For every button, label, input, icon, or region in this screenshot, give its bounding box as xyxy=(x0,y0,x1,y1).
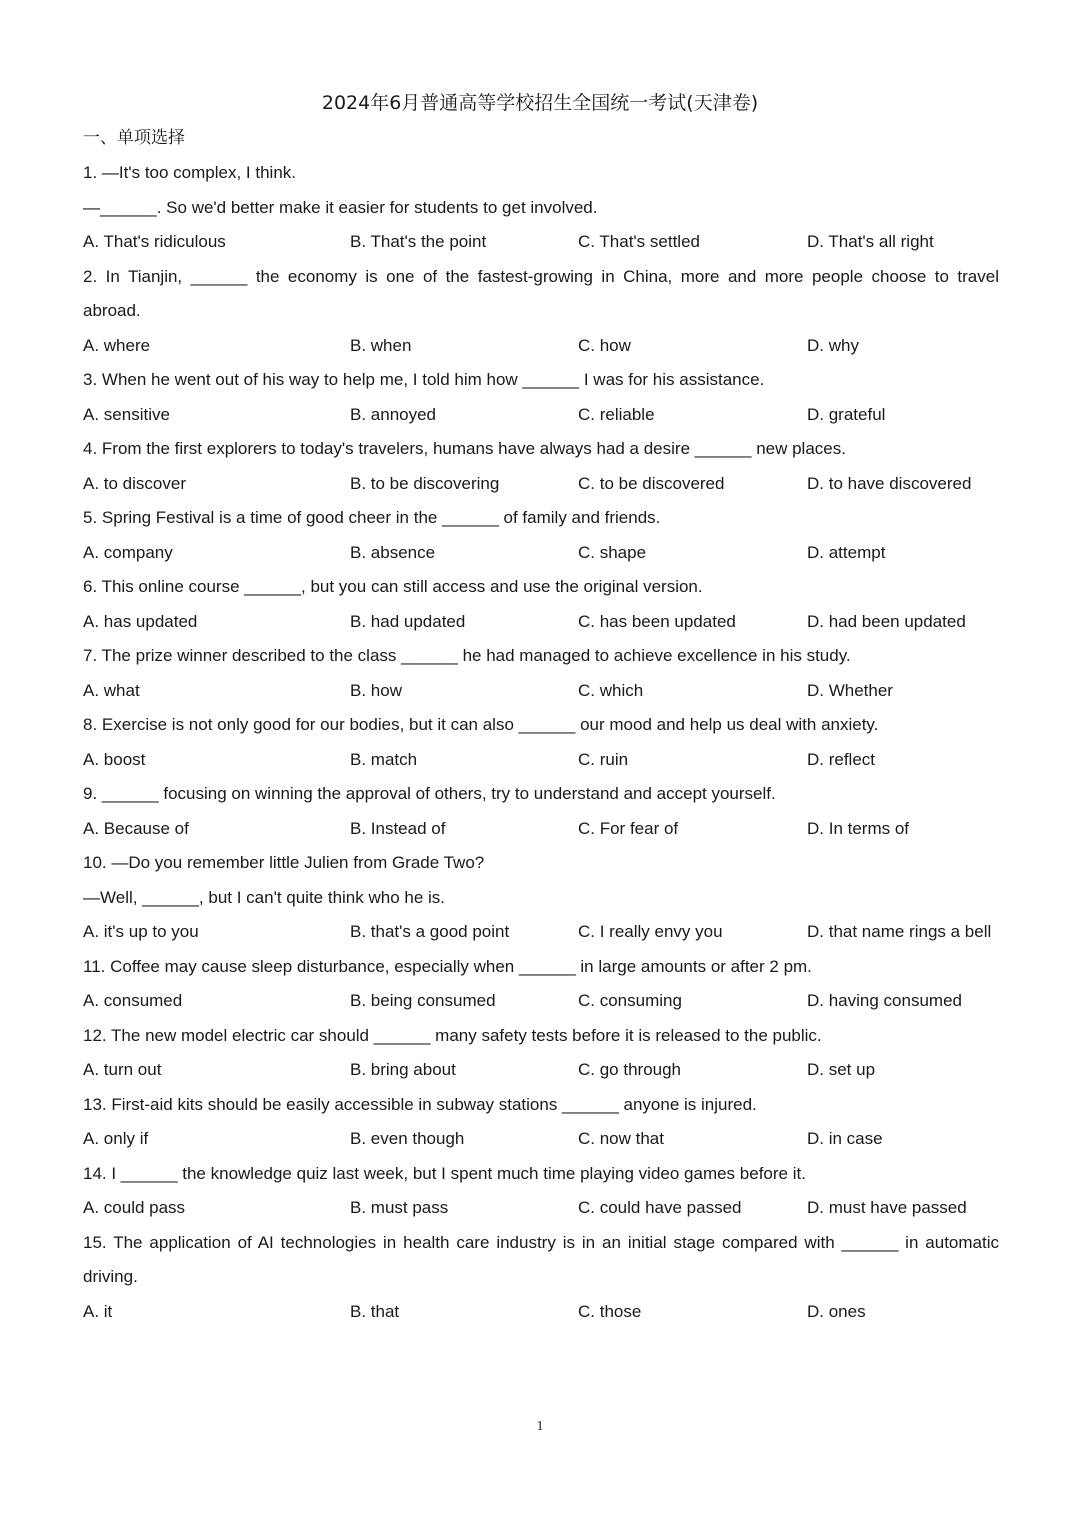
option-d: D. set up xyxy=(807,1060,876,1079)
option-a: A. consumed xyxy=(83,991,183,1010)
option-a: A. only if xyxy=(83,1129,149,1148)
option-b: B. absence xyxy=(350,542,436,562)
question-item xyxy=(83,363,999,432)
question-stem: 5. Spring Festival is a time of good cheer in the ______ of family and friends. xyxy=(83,508,661,527)
question-item xyxy=(83,432,999,501)
answer-options xyxy=(83,812,999,847)
option-b: B. to be discovering xyxy=(350,473,500,493)
option-a: A. boost xyxy=(83,749,146,769)
section-heading: 一、单项选择 xyxy=(83,128,185,148)
question-item xyxy=(83,846,999,950)
question-stem: 3. When he went out of his way to help me, I told him how ______ I was for his assistance. xyxy=(83,370,765,389)
option-c: C. those xyxy=(578,1301,642,1321)
option-b: B. That's the point xyxy=(350,232,487,251)
question-item xyxy=(83,777,999,846)
option-a: A. turn out xyxy=(83,1060,162,1079)
question-item xyxy=(83,1226,999,1330)
answer-options xyxy=(83,1053,999,1088)
option-c: C. go through xyxy=(578,1060,682,1079)
question-stem: 7. The prize winner described to the class ______ he had managed to achieve excellence in his study. xyxy=(83,646,851,665)
question-stem-continuation: driving. xyxy=(83,1267,138,1286)
answer-options xyxy=(83,1191,999,1226)
option-c: C. now that xyxy=(578,1129,664,1148)
question-item xyxy=(83,639,999,708)
question-item xyxy=(83,1088,999,1157)
option-a: A. it's up to you xyxy=(83,922,199,941)
option-d: D. ones xyxy=(807,1301,866,1321)
answer-options xyxy=(83,467,999,502)
answer-options xyxy=(83,743,999,778)
option-c: C. reliable xyxy=(578,404,655,424)
option-a: A. to discover xyxy=(83,473,186,493)
option-c: C. For fear of xyxy=(578,818,679,838)
question-list xyxy=(83,156,999,1329)
option-d: D. that name rings a bell xyxy=(807,922,992,941)
answer-options xyxy=(83,1295,999,1330)
page-title: 2024年6月普通高等学校招生全国统一考试(天津卷) xyxy=(321,92,759,114)
question-stem-continuation: —______. So we'd better make it easier for students to get involved. xyxy=(83,197,598,217)
answer-options xyxy=(83,398,999,433)
answer-options xyxy=(83,1122,999,1157)
question-stem: 8. Exercise is not only good for our bodies, but it can also ______ our mood and help us deal with anxiety. xyxy=(83,715,879,734)
option-c: C. I really envy you xyxy=(578,922,723,941)
option-d: D. reflect xyxy=(807,749,876,769)
option-b: B. bring about xyxy=(350,1060,456,1079)
option-b: B. must pass xyxy=(350,1198,449,1217)
option-d: D. must have passed xyxy=(807,1198,967,1217)
option-c: C. has been updated xyxy=(578,611,736,631)
option-a: A. sensitive xyxy=(83,404,170,424)
question-stem: 12. The new model electric car should ______ many safety tests before it is released to the public. xyxy=(83,1025,822,1045)
question-stem: 2. In Tianjin, ______ the economy is one of the fastest-growing in China, more and more people choose to travel xyxy=(83,266,999,286)
question-stem-continuation: —Well, ______, but I can't quite think who he is. xyxy=(83,887,446,907)
option-d: D. That's all right xyxy=(807,232,934,251)
question-stem: 4. From the first explorers to today's travelers, humans have always had a desire ______ new places. xyxy=(83,439,846,458)
answer-options xyxy=(83,605,999,640)
option-c: C. how xyxy=(578,335,631,355)
question-stem: 13. First-aid kits should be easily accessible in subway stations ______ anyone is injured. xyxy=(83,1094,757,1114)
question-item xyxy=(83,501,999,570)
option-c: C. shape xyxy=(578,542,647,562)
option-b: B. that's a good point xyxy=(350,922,510,941)
option-a: A. company xyxy=(83,542,173,562)
question-item xyxy=(83,708,999,777)
option-c: C. That's settled xyxy=(578,232,700,251)
option-a: A. it xyxy=(83,1301,113,1321)
question-stem: 11. Coffee may cause sleep disturbance, especially when ______ in large amounts or after 2 pm. xyxy=(83,956,812,976)
question-item xyxy=(83,260,999,364)
question-stem: 1. —It's too complex, I think. xyxy=(83,163,296,182)
question-item xyxy=(83,570,999,639)
question-stem: 6. This online course ______, but you can still access and use the original version. xyxy=(83,577,703,596)
option-b: B. how xyxy=(350,680,402,700)
option-c: C. which xyxy=(578,680,644,700)
question-stem-continuation: abroad. xyxy=(83,301,141,320)
question-item xyxy=(83,1157,999,1226)
option-d: D. had been updated xyxy=(807,611,966,631)
option-a: A. what xyxy=(83,680,140,700)
option-d: D. in case xyxy=(807,1129,883,1148)
page-number: 1 xyxy=(536,1419,544,1434)
option-a: A. has updated xyxy=(83,611,198,631)
option-a: A. That's ridiculous xyxy=(83,232,226,251)
option-a: A. Because of xyxy=(83,818,189,838)
question-stem: 9. ______ focusing on winning the approval of others, try to understand and accept yourself. xyxy=(83,784,776,803)
option-d: D. attempt xyxy=(807,542,886,562)
option-b: B. annoyed xyxy=(350,404,437,424)
question-stem: 15. The application of AI technologies in health care industry is in an initial stage compared with ______ in automatic xyxy=(83,1232,999,1252)
option-b: B. when xyxy=(350,335,412,355)
option-c: C. could have passed xyxy=(578,1198,742,1217)
option-d: D. why xyxy=(807,335,859,355)
question-item xyxy=(83,156,999,260)
answer-options xyxy=(83,329,999,364)
option-c: C. ruin xyxy=(578,749,629,769)
option-d: D. grateful xyxy=(807,404,886,424)
option-d: D. Whether xyxy=(807,680,893,700)
option-d: D. having consumed xyxy=(807,991,962,1010)
answer-options xyxy=(83,225,999,260)
answer-options xyxy=(83,536,999,571)
option-b: B. had updated xyxy=(350,611,466,631)
option-b: B. being consumed xyxy=(350,991,496,1010)
question-stem: 14. I ______ the knowledge quiz last week, but I spent much time playing video games before it. xyxy=(83,1163,806,1183)
question-item xyxy=(83,1019,999,1088)
option-d: D. to have discovered xyxy=(807,473,972,493)
answer-options xyxy=(83,915,999,950)
option-b: B. that xyxy=(350,1301,400,1321)
option-a: A. where xyxy=(83,335,151,355)
option-b: B. Instead of xyxy=(350,818,446,838)
option-a: A. could pass xyxy=(83,1198,186,1217)
option-c: C. to be discovered xyxy=(578,473,725,493)
question-stem: 10. —Do you remember little Julien from Grade Two? xyxy=(83,853,485,872)
option-c: C. consuming xyxy=(578,991,682,1010)
question-item xyxy=(83,950,999,1019)
option-b: B. match xyxy=(350,749,418,769)
option-b: B. even though xyxy=(350,1129,465,1148)
answer-options xyxy=(83,984,999,1019)
option-d: D. In terms of xyxy=(807,818,910,838)
answer-options xyxy=(83,674,999,709)
